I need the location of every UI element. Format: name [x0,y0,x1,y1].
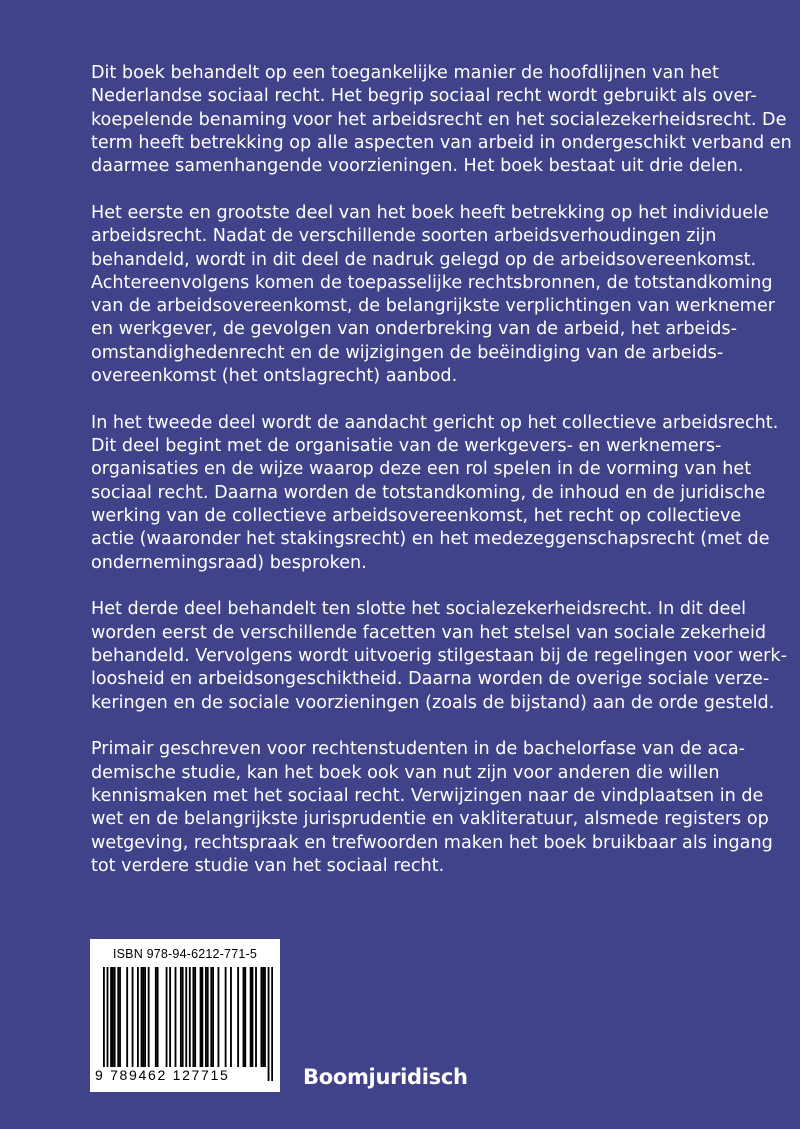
blurb-paragraph-5 [91,738,773,878]
barcode-bar [142,967,144,1067]
barcode-bar [243,967,245,1067]
text-line: Primair geschreven voor rechtenstudenten in de bachelorfase van de aca- [91,739,746,760]
barcode-bar [132,967,134,1067]
barcode-bar [189,967,191,1081]
blurb-paragraph-4 [91,598,787,714]
barcode-bar [119,967,121,1067]
barcode-bar [255,967,257,1067]
barcode-bar [207,967,209,1067]
barcode-bar [268,967,270,1081]
barcode-bar [175,967,177,1067]
barcode-bar [200,967,202,1067]
text-line: en werkgever, de gevolgen van onderbreking van de arbeid, het arbeids- [91,319,737,340]
barcode-bar [126,967,128,1067]
barcode-bar [264,967,266,1067]
barcode-bar [262,967,264,1067]
barcode-bar [155,967,157,1067]
barcode-bar [137,967,139,1067]
text-line: ondernemingsraad) besproken. [91,552,367,573]
text-line: tot verdere studie van het sociaal recht. [91,855,445,876]
text-line: term heeft betrekking op alle aspecten van arbeid in ondergeschikt verband en [91,132,792,153]
text-line: keringen en de sociale voorzieningen (zoals de bijstand) aan de orde gesteld. [91,692,775,713]
publisher-logo: Boomjuridisch [303,1065,468,1089]
text-line: Het eerste en grootste deel van het boek heeft betrekking op het individuele [91,202,769,223]
barcode-bar [250,967,252,1067]
text-line: koepelende benaming voor het arbeidsrecht en het socialezekerheidsrecht. De [91,109,787,130]
barcode-bar [141,967,143,1067]
barcode-bars [103,967,273,1081]
text-line: Achtereenvolgens komen de toepasselijke rechtsbronnen, de totstandkoming [91,272,773,293]
barcode-bar [144,967,146,1067]
text-line: wetgeving, rechtspraak en trefwoorden maken het boek bruikbaar als ingang [91,832,773,853]
barcode-bar [157,967,159,1067]
barcode-bar [225,967,227,1067]
barcode-bar [260,967,262,1067]
text-line: daarmee samenhangende voorzieningen. Het boek bestaat uit drie delen. [91,156,744,177]
text-line: werking van de collectieve arbeidsovereenkomst, het recht op collectieve [91,506,742,527]
text-line: van de arbeidsovereenkomst, de belangrijkste verplichtingen van werknemer [91,296,776,317]
barcode-bar [212,967,214,1067]
text-line: organisaties en de wijze waarop deze een rol spelen in de vorming van het [91,459,752,480]
barcode-bar [210,967,212,1067]
barcode-bar [148,967,150,1067]
barcode-bar [107,967,109,1081]
isbn-barcode [90,939,280,1092]
blurb-paragraph-3 [91,412,779,575]
barcode-bar [182,967,184,1067]
barcode-bar [110,967,112,1067]
barcode-bar [180,967,182,1067]
barcode-bar [252,967,254,1067]
barcode-bar [271,967,273,1081]
text-line: Het derde deel behandelt ten slotte het socialezekerheidsrecht. In dit deel [91,599,747,620]
text-line: Dit deel begint met de organisatie van de werkgevers- en werknemers- [91,436,722,457]
barcode-bar [192,967,194,1067]
text-line: kennismaken met het sociaal recht. Verwijzingen naar de vindplaatsen in de [91,786,764,807]
text-line: demische studie, kan het boek ook van nut zijn voor anderen die willen [91,762,720,783]
isbn-label: ISBN 978-94-6212-771-5 [112,947,258,961]
barcode-bar [169,967,171,1067]
barcode-digits [94,1067,280,1083]
text-line: sociaal recht. Daarna worden de totstandkoming, de inhoud en de juridische [91,482,766,503]
blurb-paragraph-2 [91,202,776,388]
barcode-bar [201,967,203,1067]
barcode-bar [230,967,232,1067]
barcode-bar [117,967,119,1067]
text-line: worden eerst de verschillende facetten van het stelsel van sociale zekerheid [91,622,767,643]
text-line: arbeidsrecht. Nadat de verschillende soorten arbeidsverhoudingen zijn [91,226,717,247]
barcode-bar [185,967,187,1081]
text-line: omstandighedenrecht en de wijzigingen de beëindiging van de arbeids- [91,342,724,363]
text-line: loosheid en arbeidsongeschiktheid. Daarna worden de overige sociale verze- [91,669,770,690]
barcode-bar [114,967,116,1067]
barcode-bar [244,967,246,1067]
barcode-bar [218,967,220,1067]
text-line: behandeld, wordt in dit deel de nadruk gelegd op de arbeidsovereenkomst. [91,249,757,270]
text-line: actie (waaronder het stakingsrecht) en het medezeggenschapsrecht (met de [91,529,770,550]
text-line: behandeld. Vervolgens wordt uitvoerig stilgestaan bij de regelingen voor werk- [91,646,787,667]
text-line: wet en de belangrijkste jurisprudentie en vakliteratuur, alsmede registers op [91,809,769,830]
barcode-bar [237,967,239,1067]
text-line: Dit boek behandelt op een toegankelijke manier de hoofdlijnen van het [91,63,719,83]
blurb-text [91,62,792,878]
barcode-bar [166,967,168,1067]
text-line: Nederlandse sociaal recht. Het begrip sociaal recht wordt gebruikt als over- [91,86,757,107]
barcode-bar [205,967,207,1067]
barcode-bar [103,967,105,1081]
text-line: overeenkomst (het ontslagrecht) aanbod. [91,366,458,387]
text-line: In het tweede deel wordt de aandacht gericht op het collectieve arbeidsrecht. [91,412,779,433]
barcode-bar [194,967,196,1067]
barcode-digits-text: 9 789462 127715 [95,1067,230,1083]
blurb-paragraph-1 [91,62,792,178]
barcode-bar [112,967,114,1067]
